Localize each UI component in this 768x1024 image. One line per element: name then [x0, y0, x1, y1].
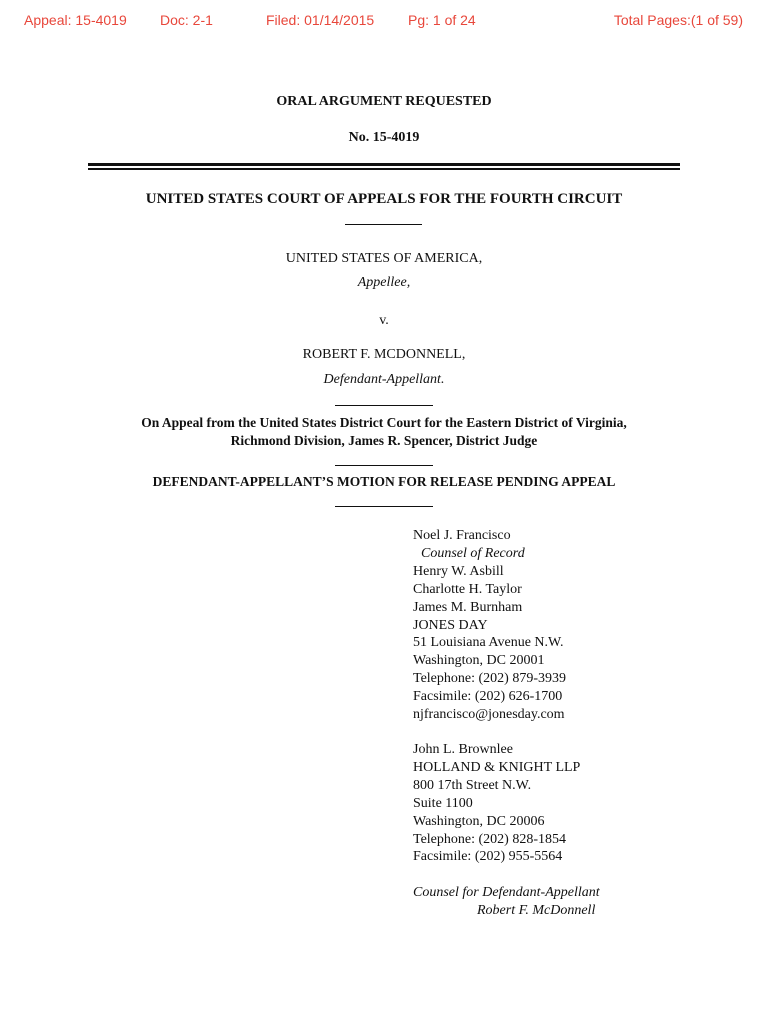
- counsel-block-jones-day: [413, 527, 566, 724]
- firm-city: Washington, DC 20001: [413, 653, 545, 669]
- motion-title: DEFENDANT-APPELLANT’S MOTION FOR RELEASE PENDING APPEAL: [152, 474, 616, 489]
- page-count-stamp: Pg: 1 of 24: [408, 12, 476, 28]
- separator-rule: [335, 405, 433, 406]
- firm-facsimile: Facsimile: (202) 955-5564: [413, 849, 563, 865]
- firm-city: Washington, DC 20006: [413, 813, 545, 829]
- separator-rule: [335, 465, 433, 466]
- total-pages-stamp: Total Pages:(1 of 59): [613, 12, 743, 28]
- counsel-name: Charlotte H. Taylor: [413, 581, 522, 597]
- firm-name: HOLLAND & KNIGHT LLP: [413, 759, 581, 775]
- double-rule-bottom: [88, 168, 680, 170]
- court-name: UNITED STATES COURT OF APPEALS FOR THE FOURTH CIRCUIT: [145, 191, 623, 207]
- oral-argument-heading: ORAL ARGUMENT REQUESTED: [276, 94, 492, 109]
- counsel-name: James M. Burnham: [413, 599, 523, 615]
- firm-address: 51 Louisiana Avenue N.W.: [413, 635, 564, 651]
- filed-date-stamp: Filed: 01/14/2015: [266, 12, 375, 28]
- double-rule-top: [88, 163, 680, 166]
- versus: v.: [379, 313, 389, 328]
- signature-client: Robert F. McDonnell: [477, 902, 596, 918]
- counsel-name: Henry W. Asbill: [413, 563, 504, 579]
- firm-facsimile: Facsimile: (202) 626-1700: [413, 689, 563, 705]
- separator-rule: [345, 224, 422, 225]
- firm-name: JONES DAY: [413, 617, 488, 633]
- counsel-name: John L. Brownlee: [413, 742, 513, 757]
- firm-address: 800 17th Street N.W.: [413, 777, 532, 793]
- doc-number-stamp: Doc: 2-1: [160, 12, 213, 28]
- appellee-name: UNITED STATES OF AMERICA,: [285, 251, 483, 266]
- appeal-number-stamp: Appeal: 15-4019: [24, 12, 127, 28]
- appeal-from-line-1: On Appeal from the United States District Court for the Eastern District of Virginia,: [141, 415, 627, 430]
- appeal-from-line-2: Richmond Division, James R. Spencer, District Judge: [230, 433, 538, 448]
- counsel-email: njfrancisco@jonesday.com: [413, 707, 565, 723]
- firm-suite: Suite 1100: [413, 795, 473, 811]
- appellee-role: Appellee,: [357, 275, 411, 290]
- signature-role: Counsel for Defendant-Appellant: [413, 885, 600, 900]
- firm-telephone: Telephone: (202) 828-1854: [413, 831, 566, 847]
- appellant-role: Defendant-Appellant.: [323, 372, 445, 387]
- separator-rule: [335, 506, 433, 507]
- counsel-name: Noel J. Francisco: [413, 528, 511, 543]
- firm-telephone: Telephone: (202) 879-3939: [413, 671, 566, 687]
- appellant-name: ROBERT F. MCDONNELL,: [302, 347, 466, 362]
- counsel-signature: [413, 884, 600, 920]
- case-number: No. 15-4019: [348, 130, 420, 145]
- counsel-block-holland-knight: [413, 741, 580, 866]
- counsel-of-record-label: Counsel of Record: [421, 545, 525, 561]
